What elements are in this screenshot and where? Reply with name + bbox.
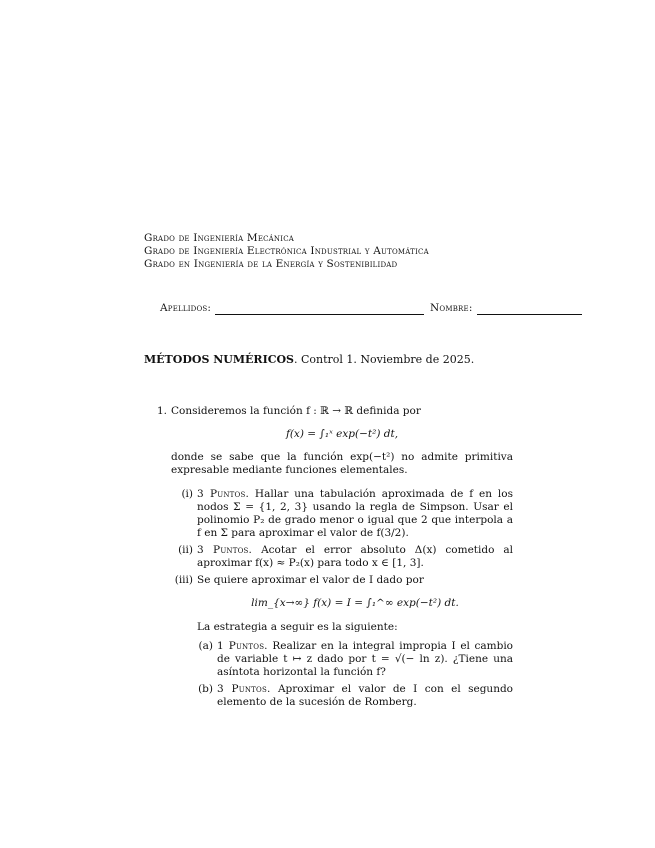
item-i-label: (i): [181, 487, 193, 500]
degree-2: Grado de Ingeniería Electrónica Industrial y Automática: [144, 245, 429, 257]
nombre-line: [477, 305, 582, 315]
item-ii-points: 3 Puntos.: [197, 544, 253, 556]
question-context: donde se sabe que la función exp(−t²) no admite primitiva expresable mediante funciones elementales.: [171, 451, 513, 477]
degree-1: Grado de Ingeniería Mecánica: [144, 232, 295, 244]
subitem-b: [197, 683, 513, 709]
question-number: 1.: [157, 405, 168, 417]
item-ii: [171, 544, 513, 570]
subitem-a-points: 1 Puntos.: [217, 639, 268, 652]
subitem-a: [197, 640, 513, 679]
subitem-list: [197, 640, 513, 710]
definition-equation: f(x) = ∫₁ˣ exp(−t²) dt,: [285, 428, 399, 441]
exam-title: [144, 353, 474, 367]
limit-equation: lim_{x→∞} f(x) = I = ∫₁^∞ exp(−t²) dt.: [251, 597, 459, 610]
item-ii-label: (ii): [178, 544, 193, 556]
subitem-a-label: (a): [198, 639, 213, 652]
course-name: MÉTODOS NUMÉRICOS: [144, 353, 294, 366]
item-iii-label: (iii): [174, 574, 193, 587]
item-ii-text: Acotar el error absoluto Δ(x) cometido al aproximar f(x) ≈ P₂(x) para todo x ∈ [1, 3].: [197, 544, 514, 570]
name-fields-row: [160, 301, 582, 315]
exam-info: . Control 1. Noviembre de 2025.: [294, 353, 475, 366]
degree-list: [144, 232, 429, 271]
question-intro: Consideremos la función f : ℝ → ℝ definida por: [171, 405, 421, 417]
apellidos-line: [215, 305, 424, 315]
item-iii: [171, 574, 513, 709]
subitem-b-text: Aproximar el valor de I con el segundo elemento de la sucesión de Romberg.: [217, 683, 513, 709]
subitem-b-points: 3 Puntos.: [217, 683, 271, 695]
question-1: [157, 405, 513, 713]
nombre-label: Nombre:: [430, 301, 473, 314]
item-i-points: 3 Puntos.: [197, 487, 250, 500]
subitem-a-text: Realizar en la integral impropia I el cambio de variable t ↦ z dado por t = √(− ln z). ¿Tiene una asíntota horizontal la función f?: [217, 639, 514, 678]
item-i: [171, 488, 513, 541]
item-iii-text: Se quiere aproximar el valor de I dado por: [197, 574, 424, 587]
degree-3: Grado en Ingeniería de la Energía y Sostenibilidad: [144, 258, 398, 270]
apellidos-label: Apellidos:: [160, 301, 212, 314]
strategy-text: La estrategia a seguir es la siguiente:: [197, 620, 398, 633]
subitem-b-label: (b): [198, 683, 213, 695]
item-i-text: Hallar una tabulación aproximada de f en los nodos Σ = {1, 2, 3} usando la regla de Simpson. Usar el polinomio P₂ de grado menor o igual que 2 que interpola a f en Σ para aproximar el valor de f(3/2).: [197, 487, 513, 539]
item-list: [171, 488, 513, 710]
